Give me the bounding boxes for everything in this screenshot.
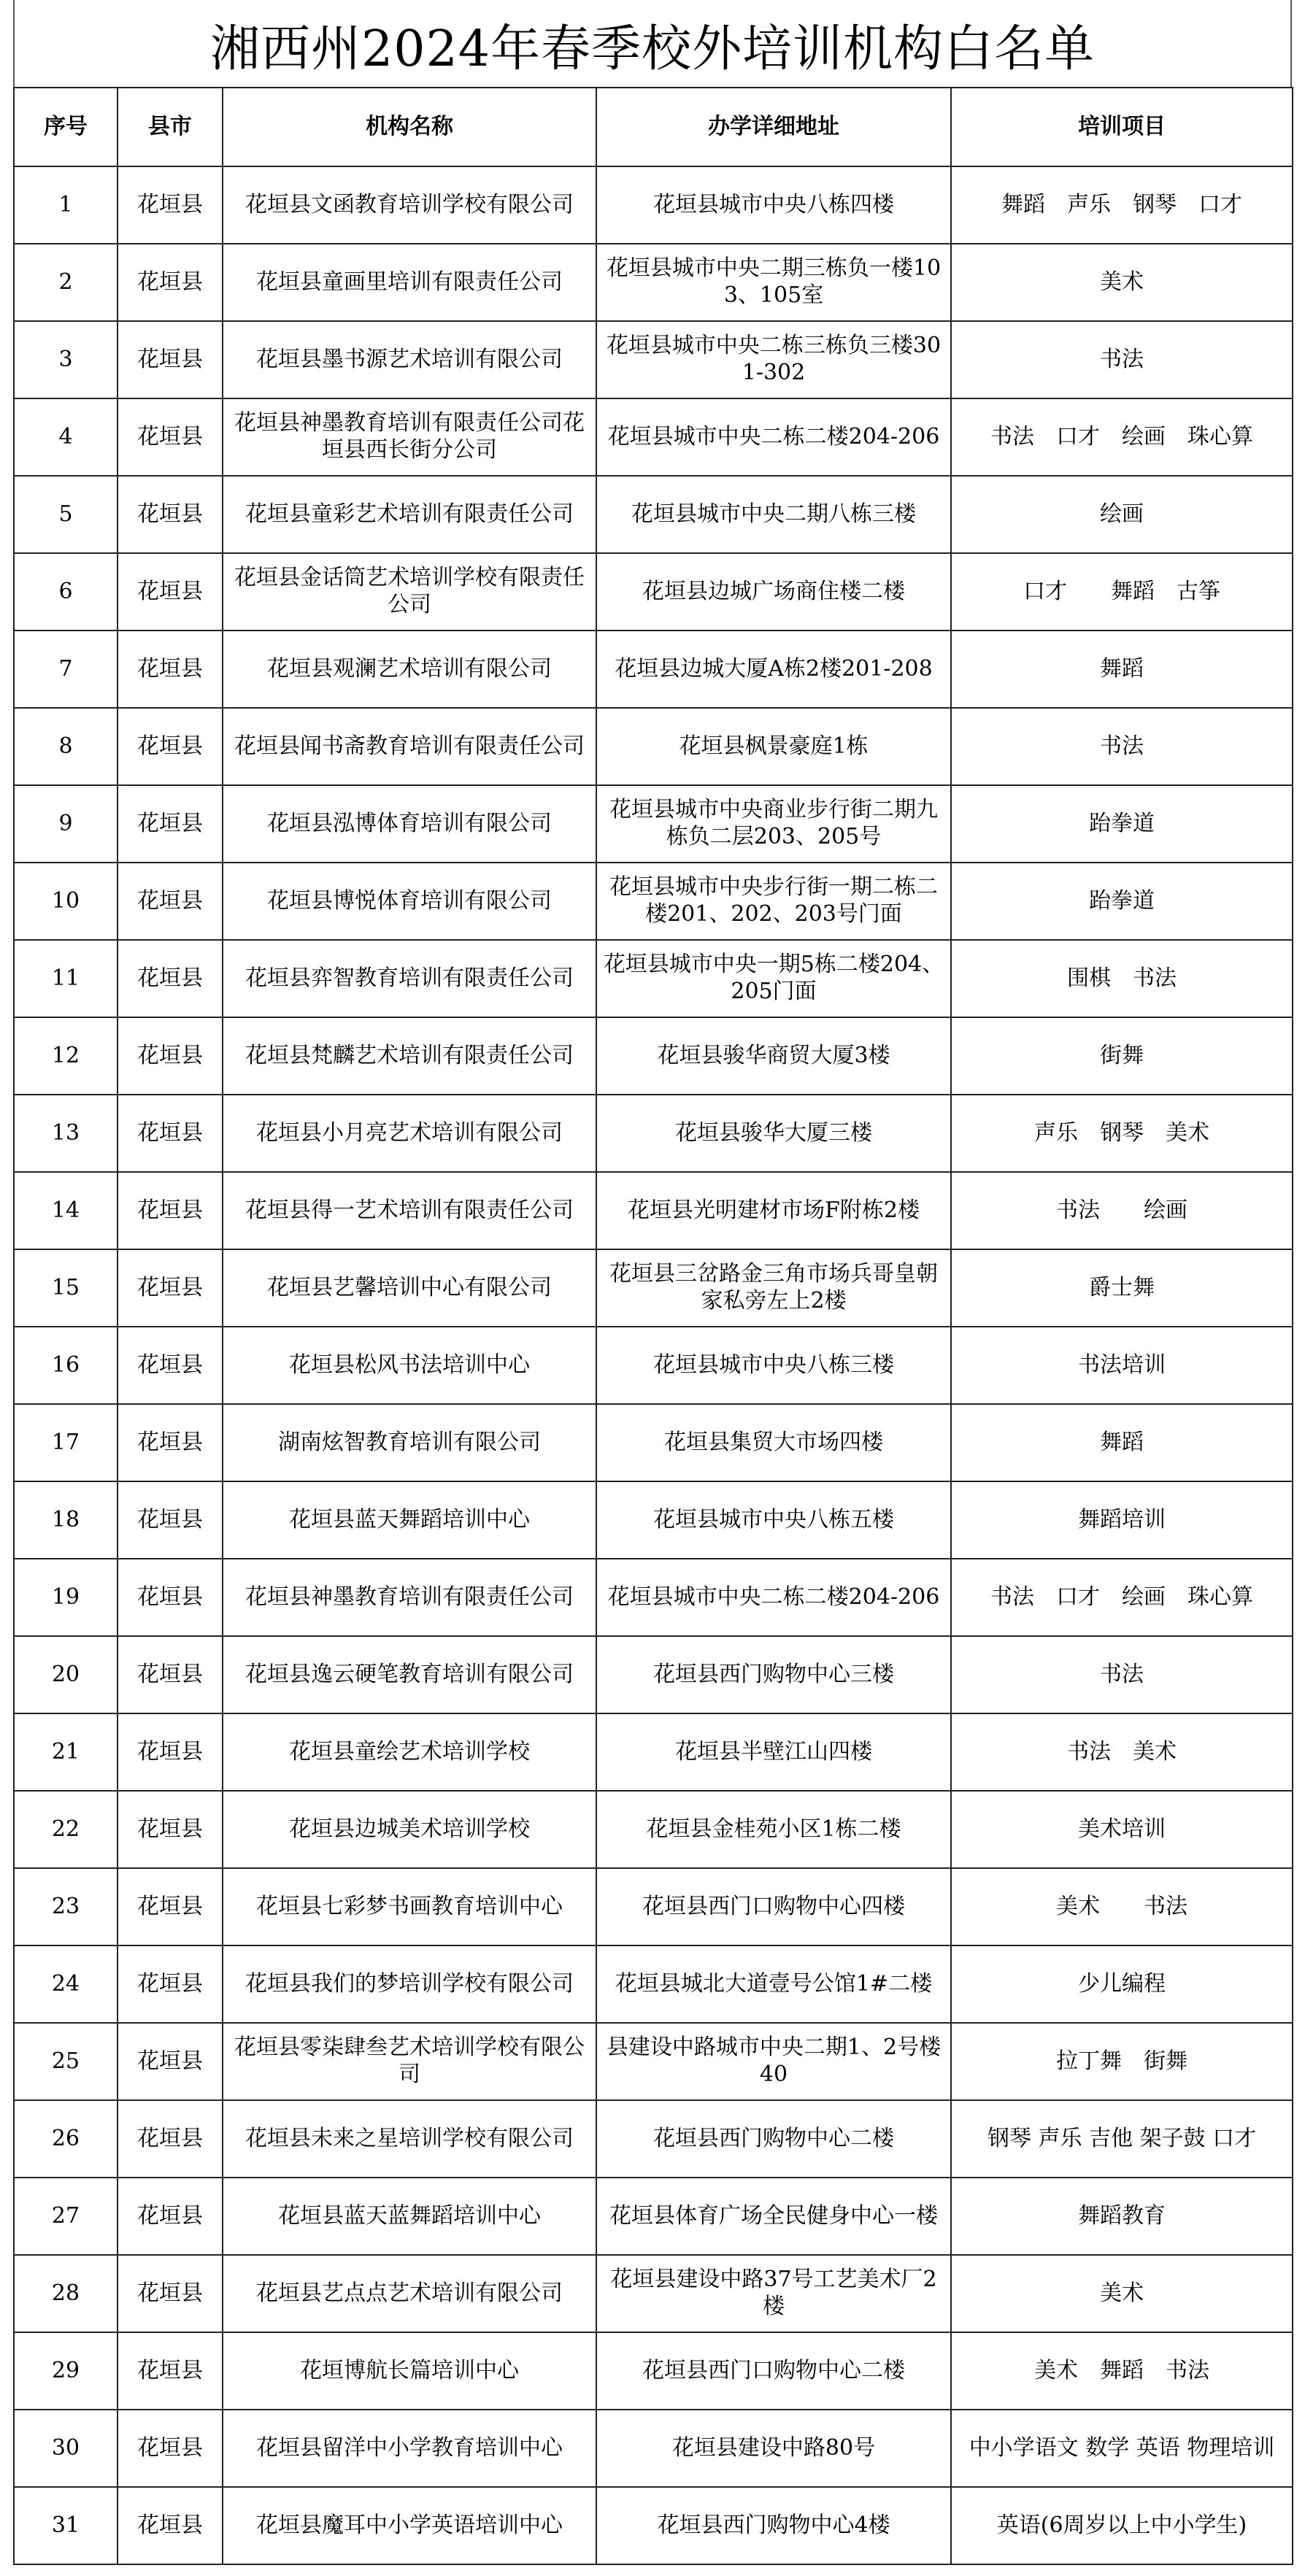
table-row: [14, 1481, 1293, 1559]
institution-name: 花垣县观澜艺术培训有限公司: [223, 630, 596, 708]
row-index: 22: [14, 1791, 118, 1868]
table-row: [14, 785, 1293, 863]
institution-name: 花垣县弈智教育培训有限责任公司: [223, 940, 596, 1017]
address-cell: 花垣县西门口购物中心四楼: [596, 1868, 951, 1946]
row-index: 2: [14, 244, 118, 321]
header-subjects: 培训项目: [951, 88, 1293, 166]
table-row: [14, 476, 1293, 553]
address-cell: 花垣县城市中央商业步行街二期九栋负二层203、205号: [596, 785, 951, 863]
county-cell: 花垣县: [118, 476, 223, 553]
row-index: 10: [14, 863, 118, 940]
county-cell: 花垣县: [118, 244, 223, 321]
row-index: 16: [14, 1327, 118, 1404]
address-cell: 花垣县边城广场商住楼二楼: [596, 553, 951, 630]
address-cell: 花垣县金桂苑小区1栋二楼: [596, 1791, 951, 1868]
table-row: [14, 940, 1293, 1017]
institution-name: 花垣县七彩梦书画教育培训中心: [223, 1868, 596, 1946]
whitelist-table: [13, 87, 1293, 2565]
county-cell: 花垣县: [118, 863, 223, 940]
address-cell: 花垣县体育广场全民健身中心一楼: [596, 2178, 951, 2255]
subjects-cell: 爵士舞: [951, 1249, 1293, 1327]
county-cell: 花垣县: [118, 1017, 223, 1095]
subjects-cell: 书法 美术: [951, 1713, 1293, 1791]
county-cell: 花垣县: [118, 785, 223, 863]
address-cell: 花垣县建设中路80号: [596, 2410, 951, 2487]
table-body: [14, 166, 1293, 2564]
institution-name: 花垣县得一艺术培训有限责任公司: [223, 1172, 596, 1249]
institution-name: 花垣县我们的梦培训学校有限公司: [223, 1946, 596, 2023]
address-cell: 花垣县骏华大厦三楼: [596, 1095, 951, 1172]
page-title: 湘西州2024年春季校外培训机构白名单: [13, 0, 1292, 87]
subjects-cell: 拉丁舞 街舞: [951, 2023, 1293, 2100]
row-index: 20: [14, 1636, 118, 1713]
table-row: [14, 1095, 1293, 1172]
subjects-cell: 舞蹈教育: [951, 2178, 1293, 2255]
institution-name: 花垣县神墨教育培训有限责任公司花垣县西长街分公司: [223, 398, 596, 476]
subjects-cell: 口才 舞蹈 古筝: [951, 553, 1293, 630]
subjects-cell: 美术: [951, 2255, 1293, 2332]
subjects-cell: 英语(6周岁以上中小学生): [951, 2487, 1293, 2564]
county-cell: 花垣县: [118, 1404, 223, 1481]
institution-name: 花垣县金话筒艺术培训学校有限责任公司: [223, 553, 596, 630]
row-index: 15: [14, 1249, 118, 1327]
row-index: 27: [14, 2178, 118, 2255]
subjects-cell: 书法: [951, 321, 1293, 398]
header-address: 办学详细地址: [596, 88, 951, 166]
county-cell: 花垣县: [118, 1249, 223, 1327]
row-index: 14: [14, 1172, 118, 1249]
institution-name: 花垣县逸云硬笔教育培训有限公司: [223, 1636, 596, 1713]
table-row: [14, 1636, 1293, 1713]
row-index: 18: [14, 1481, 118, 1559]
subjects-cell: 少儿编程: [951, 1946, 1293, 2023]
table-row: [14, 321, 1293, 398]
address-cell: 花垣县集贸大市场四楼: [596, 1404, 951, 1481]
table-row: [14, 1327, 1293, 1404]
address-cell: 花垣县西门口购物中心二楼: [596, 2332, 951, 2410]
address-cell: 花垣县城市中央步行街一期二栋二楼201、202、203号门面: [596, 863, 951, 940]
institution-name: 花垣县童画里培训有限责任公司: [223, 244, 596, 321]
subjects-cell: 街舞: [951, 1017, 1293, 1095]
subjects-cell: 绘画: [951, 476, 1293, 553]
county-cell: 花垣县: [118, 1172, 223, 1249]
subjects-cell: 舞蹈培训: [951, 1481, 1293, 1559]
address-cell: 花垣县城市中央二栋二楼204-206: [596, 1559, 951, 1636]
address-cell: 花垣县光明建材市场F附栋2楼: [596, 1172, 951, 1249]
table-row: [14, 1559, 1293, 1636]
subjects-cell: 美术培训: [951, 1791, 1293, 1868]
county-cell: 花垣县: [118, 1559, 223, 1636]
table-row: [14, 708, 1293, 785]
subjects-cell: 跆拳道: [951, 785, 1293, 863]
institution-name: 花垣县童彩艺术培训有限责任公司: [223, 476, 596, 553]
institution-name: 花垣县艺点点艺术培训有限公司: [223, 2255, 596, 2332]
subjects-cell: 舞蹈 声乐 钢琴 口才: [951, 166, 1293, 244]
row-index: 12: [14, 1017, 118, 1095]
table-row: [14, 1868, 1293, 1946]
address-cell: 花垣县建设中路37号工艺美术厂2楼: [596, 2255, 951, 2332]
address-cell: 花垣县西门购物中心三楼: [596, 1636, 951, 1713]
address-cell: 花垣县城市中央二期八栋三楼: [596, 476, 951, 553]
county-cell: 花垣县: [118, 708, 223, 785]
table-row: [14, 2023, 1293, 2100]
county-cell: 花垣县: [118, 2178, 223, 2255]
table-row: [14, 2100, 1293, 2178]
address-cell: 花垣县西门购物中心二楼: [596, 2100, 951, 2178]
table-row: [14, 2487, 1293, 2564]
table-row: [14, 1791, 1293, 1868]
row-index: 24: [14, 1946, 118, 2023]
table-row: [14, 630, 1293, 708]
address-cell: 花垣县枫景豪庭1栋: [596, 708, 951, 785]
table-row: [14, 166, 1293, 244]
subjects-cell: 舞蹈: [951, 1404, 1293, 1481]
county-cell: 花垣县: [118, 1791, 223, 1868]
row-index: 8: [14, 708, 118, 785]
subjects-cell: 书法 口才 绘画 珠心算: [951, 1559, 1293, 1636]
institution-name: 花垣县蓝天蓝舞蹈培训中心: [223, 2178, 596, 2255]
row-index: 7: [14, 630, 118, 708]
row-index: 26: [14, 2100, 118, 2178]
whitelist-sheet: [13, 0, 1292, 2565]
row-index: 29: [14, 2332, 118, 2410]
table-row: [14, 2178, 1293, 2255]
institution-name: 花垣县松风书法培训中心: [223, 1327, 596, 1404]
county-cell: 花垣县: [118, 940, 223, 1017]
row-index: 3: [14, 321, 118, 398]
table-row: [14, 244, 1293, 321]
institution-name: 花垣县小月亮艺术培训有限公司: [223, 1095, 596, 1172]
county-cell: 花垣县: [118, 2255, 223, 2332]
institution-name: 花垣县闻书斋教育培训有限责任公司: [223, 708, 596, 785]
institution-name: 花垣县梵麟艺术培训有限责任公司: [223, 1017, 596, 1095]
row-index: 1: [14, 166, 118, 244]
table-header: [14, 88, 1293, 166]
row-index: 9: [14, 785, 118, 863]
row-index: 13: [14, 1095, 118, 1172]
address-cell: 花垣县边城大厦A栋2楼201-208: [596, 630, 951, 708]
row-index: 31: [14, 2487, 118, 2564]
institution-name: 花垣县童绘艺术培训学校: [223, 1713, 596, 1791]
header-row: [14, 88, 1293, 166]
table-row: [14, 2410, 1293, 2487]
institution-name: 花垣县留洋中小学教育培训中心: [223, 2410, 596, 2487]
row-index: 19: [14, 1559, 118, 1636]
row-index: 6: [14, 553, 118, 630]
subjects-cell: 舞蹈: [951, 630, 1293, 708]
address-cell: 花垣县城市中央二栋二楼204-206: [596, 398, 951, 476]
institution-name: 花垣博航长篇培训中心: [223, 2332, 596, 2410]
institution-name: 花垣县蓝天舞蹈培训中心: [223, 1481, 596, 1559]
table-row: [14, 553, 1293, 630]
row-index: 23: [14, 1868, 118, 1946]
county-cell: 花垣县: [118, 2100, 223, 2178]
institution-name: 花垣县魔耳中小学英语培训中心: [223, 2487, 596, 2564]
institution-name: 花垣县博悦体育培训有限公司: [223, 863, 596, 940]
county-cell: 花垣县: [118, 321, 223, 398]
institution-name: 花垣县文函教育培训学校有限公司: [223, 166, 596, 244]
institution-name: 花垣县墨书源艺术培训有限公司: [223, 321, 596, 398]
county-cell: 花垣县: [118, 2023, 223, 2100]
county-cell: 花垣县: [118, 2410, 223, 2487]
institution-name: 花垣县神墨教育培训有限责任公司: [223, 1559, 596, 1636]
address-cell: 花垣县城市中央八栋五楼: [596, 1481, 951, 1559]
address-cell: 县建设中路城市中央二期1、2号楼40: [596, 2023, 951, 2100]
row-index: 28: [14, 2255, 118, 2332]
institution-name: 花垣县艺馨培训中心有限公司: [223, 1249, 596, 1327]
subjects-cell: 美术 舞蹈 书法: [951, 2332, 1293, 2410]
subjects-cell: 中小学语文 数学 英语 物理培训: [951, 2410, 1293, 2487]
subjects-cell: 跆拳道: [951, 863, 1293, 940]
institution-name: 花垣县未来之星培训学校有限公司: [223, 2100, 596, 2178]
county-cell: 花垣县: [118, 1946, 223, 2023]
table-row: [14, 863, 1293, 940]
table-row: [14, 398, 1293, 476]
row-index: 21: [14, 1713, 118, 1791]
institution-name: 花垣县零柒肆叁艺术培训学校有限公司: [223, 2023, 596, 2100]
county-cell: 花垣县: [118, 1868, 223, 1946]
county-cell: 花垣县: [118, 1095, 223, 1172]
subjects-cell: 书法: [951, 708, 1293, 785]
row-index: 4: [14, 398, 118, 476]
table-row: [14, 1713, 1293, 1791]
row-index: 11: [14, 940, 118, 1017]
subjects-cell: 钢琴 声乐 吉他 架子鼓 口才: [951, 2100, 1293, 2178]
table-row: [14, 1249, 1293, 1327]
subjects-cell: 美术: [951, 244, 1293, 321]
subjects-cell: 书法 口才 绘画 珠心算: [951, 398, 1293, 476]
row-index: 17: [14, 1404, 118, 1481]
table-row: [14, 1017, 1293, 1095]
address-cell: 花垣县城市中央八栋三楼: [596, 1327, 951, 1404]
table-row: [14, 1946, 1293, 2023]
address-cell: 花垣县西门购物中心4楼: [596, 2487, 951, 2564]
county-cell: 花垣县: [118, 630, 223, 708]
address-cell: 花垣县城市中央二栋三栋负三楼301-302: [596, 321, 951, 398]
address-cell: 花垣县城市中央八栋四楼: [596, 166, 951, 244]
address-cell: 花垣县三岔路金三角市场兵哥皇朝家私旁左上2楼: [596, 1249, 951, 1327]
header-county: 县市: [118, 88, 223, 166]
county-cell: 花垣县: [118, 1636, 223, 1713]
row-index: 5: [14, 476, 118, 553]
subjects-cell: 书法培训: [951, 1327, 1293, 1404]
table-row: [14, 1404, 1293, 1481]
institution-name: 湖南炫智教育培训有限公司: [223, 1404, 596, 1481]
county-cell: 花垣县: [118, 553, 223, 630]
header-institution-name: 机构名称: [223, 88, 596, 166]
county-cell: 花垣县: [118, 1713, 223, 1791]
county-cell: 花垣县: [118, 398, 223, 476]
county-cell: 花垣县: [118, 1327, 223, 1404]
address-cell: 花垣县骏华商贸大厦3楼: [596, 1017, 951, 1095]
row-index: 30: [14, 2410, 118, 2487]
header-index: 序号: [14, 88, 118, 166]
county-cell: 花垣县: [118, 166, 223, 244]
subjects-cell: 围棋 书法: [951, 940, 1293, 1017]
county-cell: 花垣县: [118, 2487, 223, 2564]
address-cell: 花垣县城市中央一期5栋二楼204、205门面: [596, 940, 951, 1017]
table-row: [14, 2332, 1293, 2410]
subjects-cell: 书法: [951, 1636, 1293, 1713]
table-row: [14, 1172, 1293, 1249]
address-cell: 花垣县城市中央二期三栋负一楼103、105室: [596, 244, 951, 321]
address-cell: 花垣县城北大道壹号公馆1#二楼: [596, 1946, 951, 2023]
county-cell: 花垣县: [118, 2332, 223, 2410]
county-cell: 花垣县: [118, 1481, 223, 1559]
table-row: [14, 2255, 1293, 2332]
subjects-cell: 美术 书法: [951, 1868, 1293, 1946]
institution-name: 花垣县边城美术培训学校: [223, 1791, 596, 1868]
address-cell: 花垣县半壁江山四楼: [596, 1713, 951, 1791]
institution-name: 花垣县泓博体育培训有限公司: [223, 785, 596, 863]
row-index: 25: [14, 2023, 118, 2100]
subjects-cell: 声乐 钢琴 美术: [951, 1095, 1293, 1172]
subjects-cell: 书法 绘画: [951, 1172, 1293, 1249]
